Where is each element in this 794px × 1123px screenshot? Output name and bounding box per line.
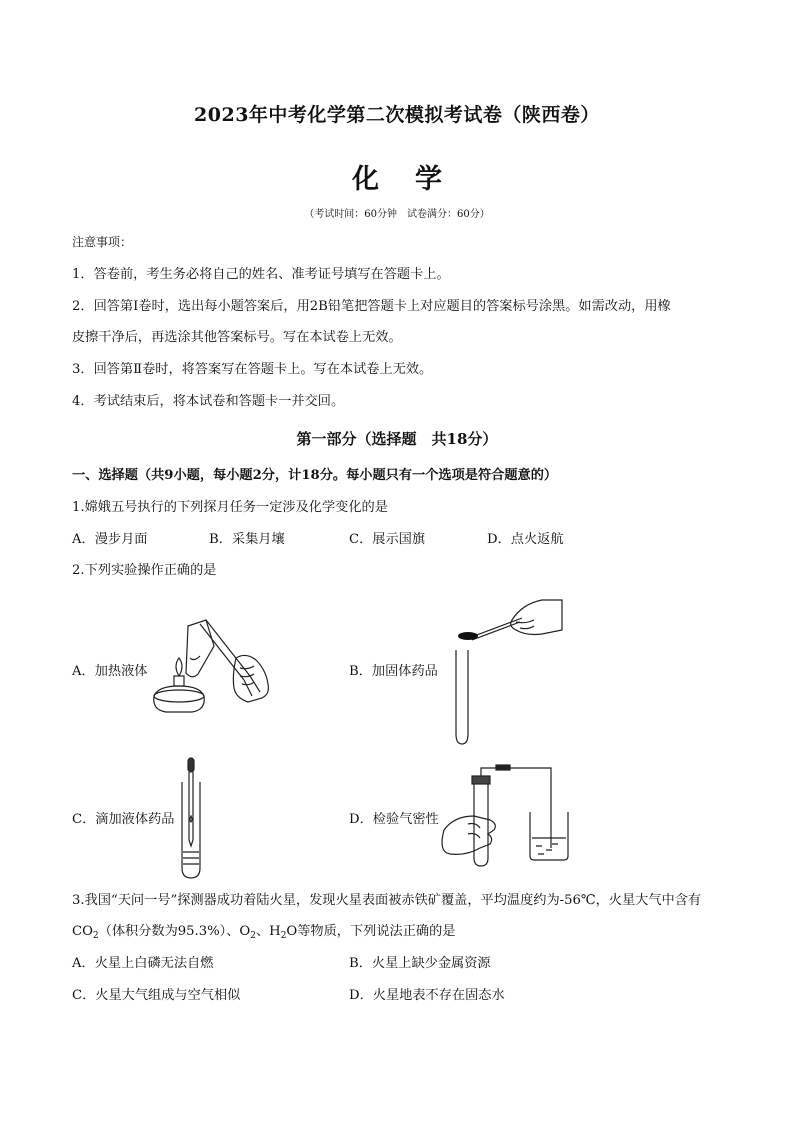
exam-info: （考试时间：60分钟 试卷满分：60分） — [304, 209, 490, 220]
q2-stem: 2.下列实验操作正确的是 — [72, 563, 217, 578]
q1-option-c: C．展示国旗 — [349, 532, 426, 547]
q1-option-a: A．漫步月面 — [72, 532, 148, 547]
airtightness-figure — [440, 768, 580, 868]
part1-heading: 第一部分（选择题 共18分） — [296, 430, 498, 448]
dropping-liquid-figure — [180, 756, 210, 881]
q1-stem: 1.嫦娥五号执行的下列探月任务一定涉及化学变化的是 — [72, 500, 388, 515]
q2-option-c: C．滴加液体药品 — [72, 812, 175, 827]
adding-solid-figure — [450, 596, 568, 746]
q3-stem-line1: 3.我国“天问一号”探测器成功着陆火星，发现火星表面被赤铁矿覆盖，平均温度约为-56℃，火星大气中含有 — [72, 893, 702, 908]
q3-option-d: D．火星地表不存在固态水 — [349, 988, 505, 1003]
q3-option-a: A．火星上白磷无法自燃 — [72, 956, 214, 971]
part1-instructions: 一、选择题（共9小题，每小题2分，计18分。每小题只有一个选项是符合题意的） — [72, 468, 558, 483]
q2-option-d: D．检验气密性 — [349, 812, 439, 827]
note-item-2: 2．回答第Ⅰ卷时，选出每小题答案后，用2B铅笔把答题卡上对应题目的答案标号涂黑。如需改动，用橡 — [72, 299, 671, 314]
q3-stem-line2: $CO_2$（体积分数为95.3%）、$O_2$、$H_2O$等物质，下列说法正确的是 — [72, 924, 456, 941]
q3-option-b: B．火星上缺少金属资源 — [349, 956, 491, 971]
note-item-3: 3．回答第Ⅱ卷时，将答案写在答题卡上。写在本试卷上无效。 — [72, 362, 433, 377]
q1-option-d: D．点火返航 — [487, 532, 564, 547]
q1-option-b: B．采集月壤 — [209, 532, 285, 547]
note-item-2-cont: 皮擦干净后，再选涂其他答案标号。写在本试卷上无效。 — [72, 330, 402, 345]
q3-option-c: C．火星大气组成与空气相似 — [72, 988, 241, 1003]
q2-option-b: B．加固体药品 — [349, 664, 438, 679]
note-item-1: 1．答卷前，考生务必将自己的姓名、准考证号填写在答题卡上。 — [72, 267, 450, 282]
exam-title: 2023年中考化学第二次模拟考试卷（陕西卷） — [194, 104, 600, 126]
subject-title: 化学 — [352, 164, 478, 195]
note-item-4: 4．考试结束后，将本试卷和答题卡一并交回。 — [72, 394, 345, 409]
q2-option-a: A．加热液体 — [72, 664, 148, 679]
notes-heading: 注意事项： — [72, 235, 133, 249]
heating-liquid-figure — [140, 618, 275, 718]
